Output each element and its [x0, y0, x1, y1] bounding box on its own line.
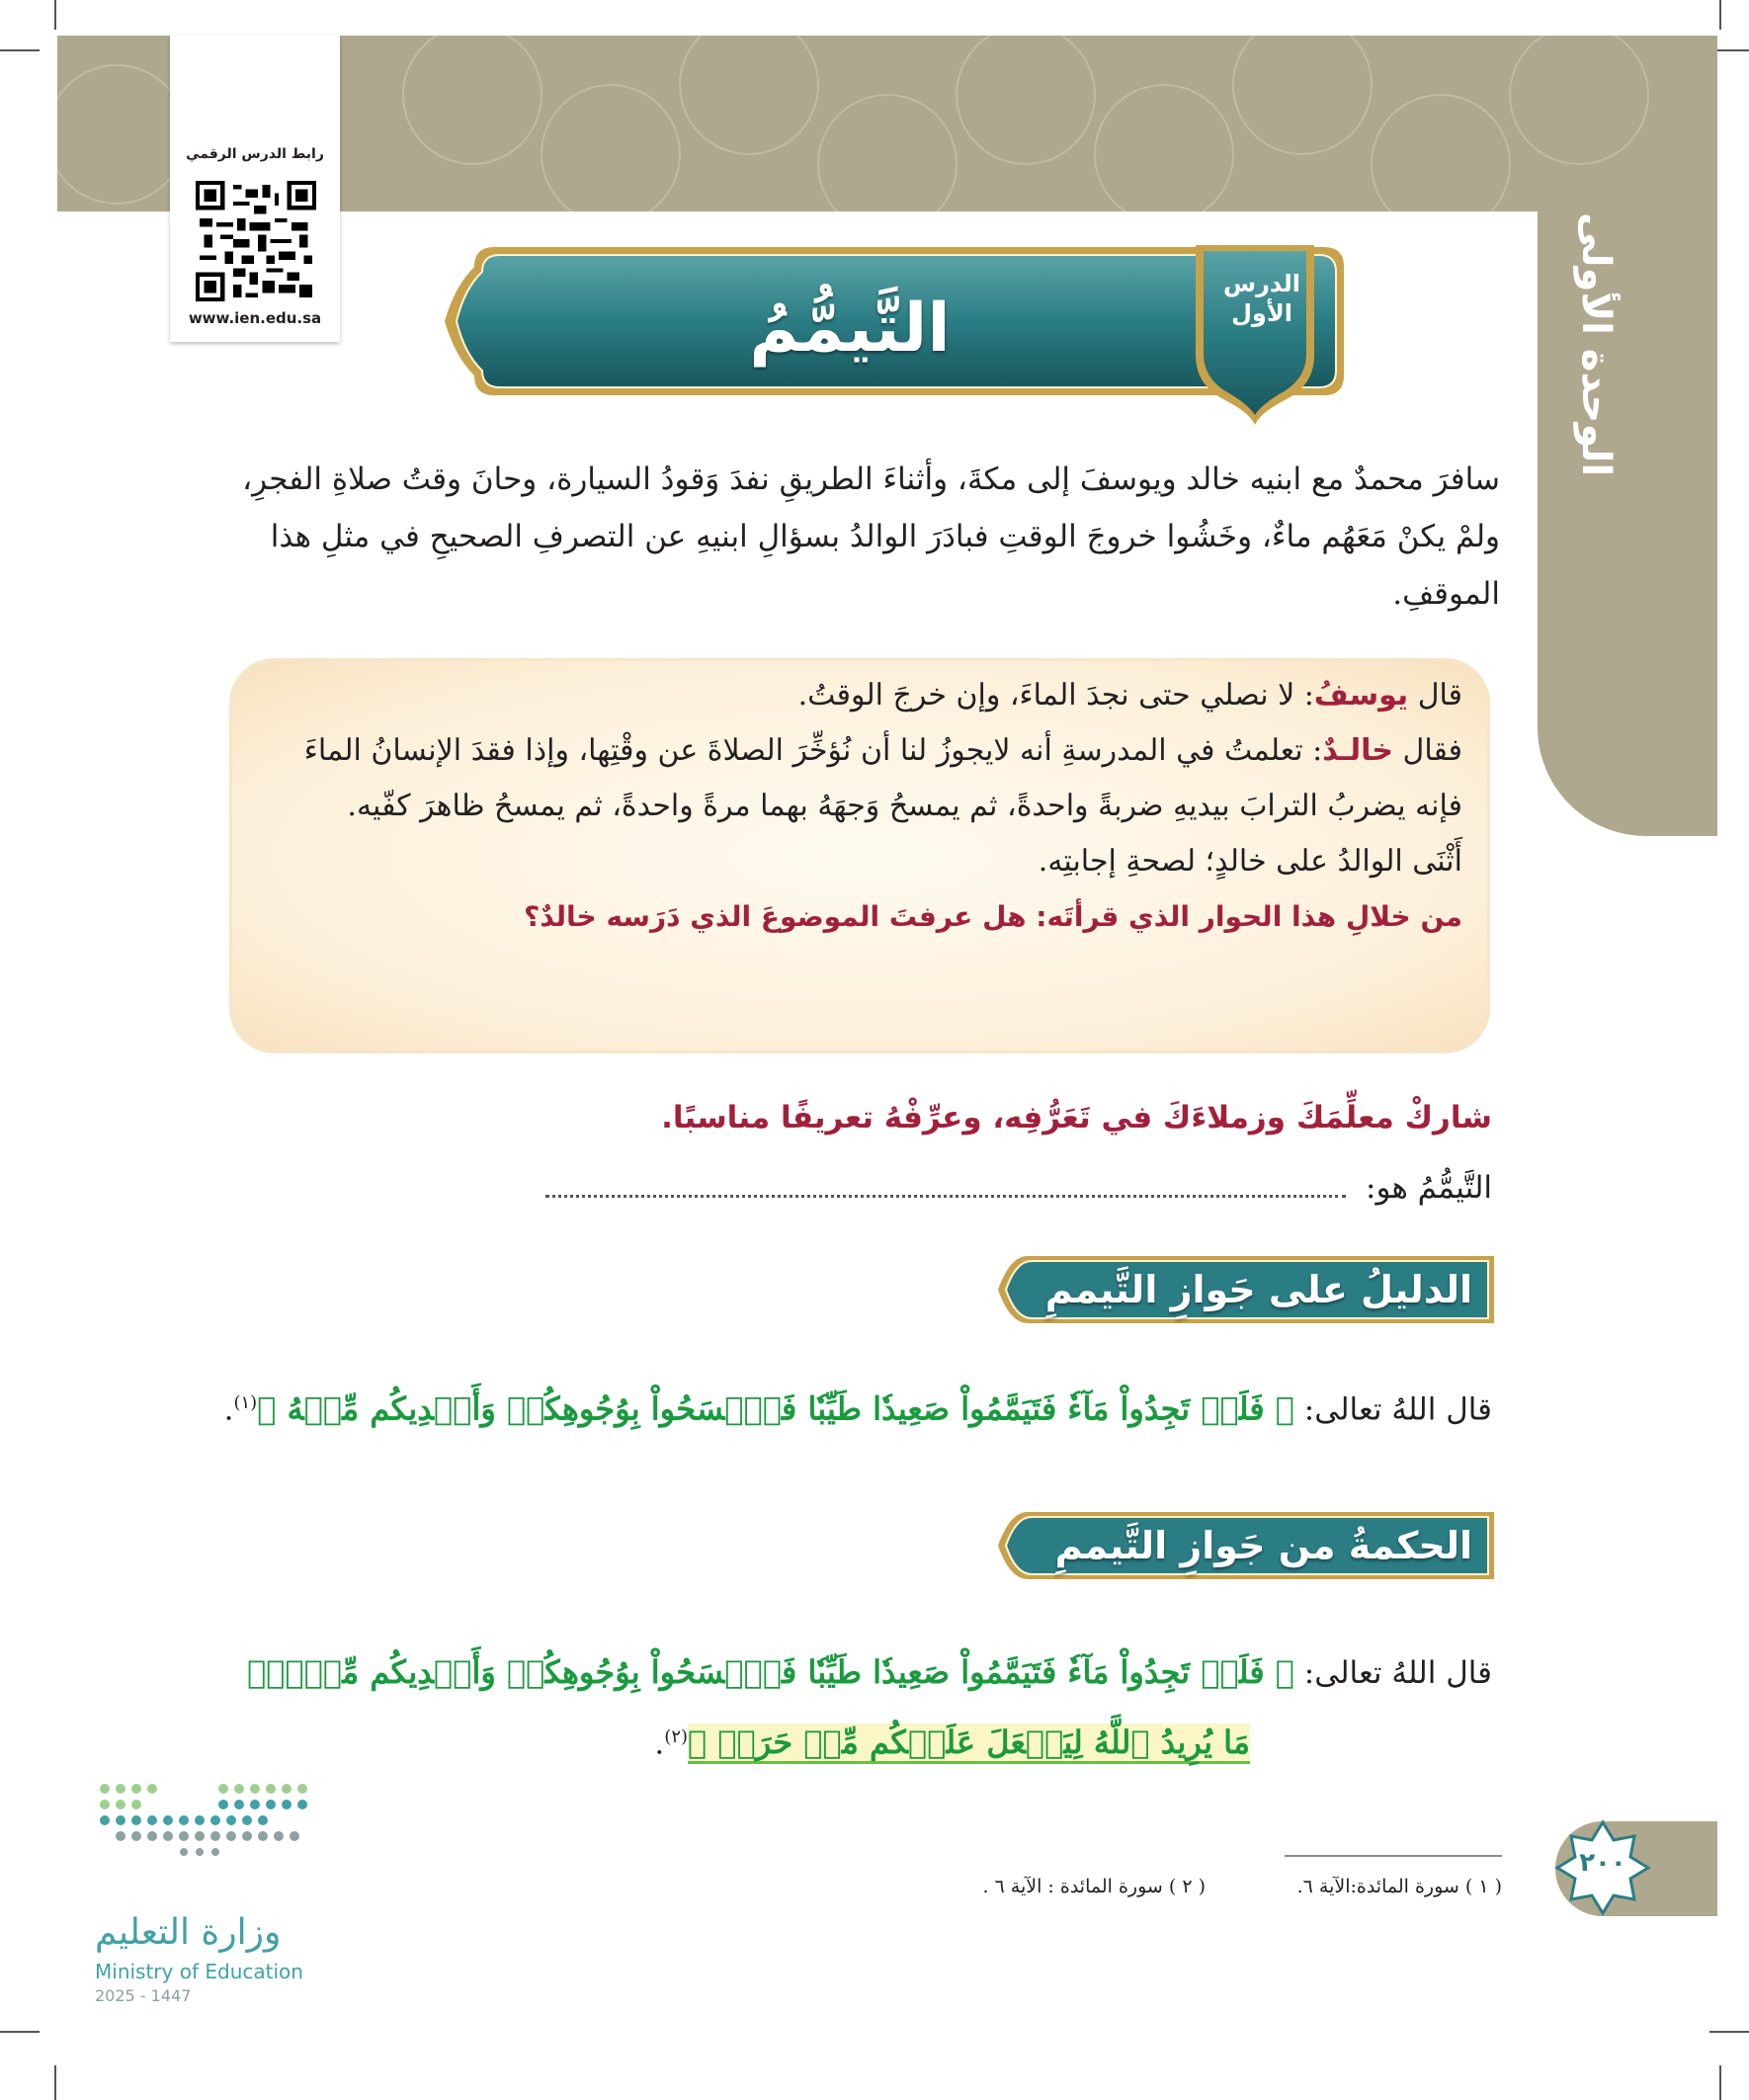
crop-mark — [1709, 2031, 1749, 2033]
ministry-year: 2025 - 1447 — [95, 1986, 192, 2005]
footnote-1: ( ١ ) سورة المائدة:الآية ٦. — [1296, 1876, 1502, 1897]
crop-mark — [1719, 2065, 1721, 2100]
verse-end-mark: . — [654, 1725, 665, 1762]
definition-answer-field[interactable] — [545, 1175, 1346, 1198]
page-number: ٢٠٠ — [1579, 1848, 1626, 1878]
intro-paragraph: سافرَ محمدٌ مع ابنيه خالد ويوسفَ إلى مكةَ، وأثناءَ الطريقِ نفدَ وَقودُ السيارة، وحانَ وقتُ صلاةِ الفجرِ، ولمْ يكنْ مَعَهُم ماءٌ، وخَشُوا خروجَ الوقتِ فبادَرَ الوالدُ بسؤالِ ابنيهِ عن التصرفِ الصحيحِ في مثلِ هذا الموقفِ. — [242, 462, 1500, 612]
qr-url[interactable]: www.ien.edu.sa — [188, 309, 322, 327]
wisdom-verse-line1 — [198, 1640, 1492, 1705]
speaker-khalid: خالـدٌ — [1322, 733, 1393, 768]
crop-mark — [54, 2065, 56, 2100]
khalid-text: : تعلمتُ في المدرسةِ أنه لايجوزُ لنا أن نُؤخِّرَ الصلاةَ عن وقْتِها، وإذا فقدَ الإنسانُ الماءَ فإنه يضربُ الترابَ بيديهِ ضربةً واحدةً، ثم يمسحُ وَجهَهُ بهما مرةً واحدةً، ثم يمسحُ ظاهرَ كفّيه. — [303, 733, 1462, 823]
praise-line: أَثْنَى الوالدُ على خالدٍ؛ لصحةِ إجابتِه. — [1038, 844, 1462, 879]
footnote-ref-2: (٢) — [664, 1726, 689, 1747]
section-heading-evidence: الدليلُ على جَوازِ التَّيممِ — [1044, 1268, 1472, 1311]
lesson-label-line2: الأول — [1231, 299, 1292, 327]
evidence-verse-line — [198, 1372, 1492, 1441]
khalid-line — [262, 723, 1462, 834]
verse-end-mark: . — [223, 1391, 234, 1428]
evidence-verse-intro: قال اللهُ تعالى: — [1293, 1391, 1492, 1428]
wisdom-verse-line2 — [198, 1706, 1250, 1775]
dialogue-text — [262, 668, 1462, 945]
share-prompt: شاركْ معلِّمَكَ وزملاءَكَ في تَعَرُّفِه، وعرِّفْهُ تعريفًا مناسبًا. — [661, 1100, 1492, 1135]
yusuf-text: : لا نصلي حتى نجدَ الماءَ، وإن خرجَ الوقتُ. — [797, 678, 1314, 713]
evidence-quran-verse: ﴿ فَلَمۡ تَجِدُواْ مَآءٗ فَتَيَمَّمُواْ صَعِيدٗا طَيِّبٗا فَٱمۡسَحُواْ بِوُجُوهِكُمۡ وَأَيۡدِيكُم مِّنۡهُ ﴾ — [257, 1389, 1294, 1428]
ministry-name-english: Ministry of Education — [95, 1960, 303, 1983]
unit-label: الوحدة الأولى — [1573, 212, 1619, 477]
footnote-rule — [1285, 1855, 1502, 1857]
crop-mark — [54, 0, 56, 30]
qr-label: رابط الدرس الرقمي — [186, 146, 324, 162]
wisdom-quran-verse-2: مَا يُرِيدُ ٱللَّهُ لِيَجۡعَلَ عَلَيۡكُم مِّنۡ حَرَجٖ ﴾ — [688, 1723, 1250, 1764]
wisdom-verse-intro: قال اللهُ تعالى: — [1293, 1655, 1492, 1691]
footnote-2: ( ٢ ) سورة المائدة : الآية ٦ . — [982, 1876, 1206, 1897]
speaker-yusuf: يوسفُ — [1313, 678, 1409, 713]
lesson-label-line1: الدرس — [1222, 270, 1301, 297]
ministry-name-arabic: وزارة التعليم — [95, 1912, 282, 1953]
crop-mark — [0, 2031, 40, 2033]
dialogue-question: من خلالِ هذا الحوار الذي قرأتَه: هل عرفتَ الموضوعَ الذي دَرَسه خالدٌ؟ — [524, 900, 1462, 933]
yusuf-prefix: قال — [1408, 678, 1462, 713]
crop-mark — [0, 49, 40, 51]
section-heading-wisdom: الحكمةُ من جَوازِ التَّيممِ — [1054, 1524, 1472, 1567]
wisdom-quran-verse-1: ﴿ فَلَمۡ تَجِدُواْ مَآءٗ فَتَيَمَّمُواْ صَعِيدٗا طَيِّبٗا فَٱمۡسَحُواْ بِوُجُوهِكُمۡ وَأَيۡدِيكُم مِّنۡهُۚ — [247, 1653, 1294, 1691]
definition-label: التَّيمُّمُ هو: — [1366, 1170, 1492, 1206]
yusuf-line — [262, 668, 1462, 723]
ministry-logo-icon — [95, 1779, 312, 1878]
qr-code-icon[interactable] — [196, 181, 316, 301]
lesson-title: التَّيمُّمُ — [749, 290, 951, 368]
crop-mark — [1719, 0, 1721, 30]
khalid-prefix: فقال — [1393, 733, 1462, 768]
lesson-number-badge — [1208, 269, 1316, 328]
footnote-ref-1: (١) — [233, 1392, 258, 1413]
definition-line — [217, 1158, 1492, 1218]
